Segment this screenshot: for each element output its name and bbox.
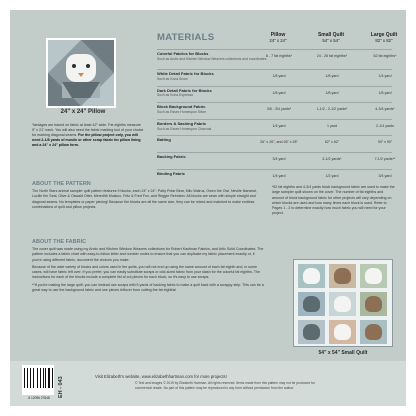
materials-table <box>157 49 397 185</box>
barcode-bar <box>40 368 41 388</box>
materials-cell-pillow: 1/8 yard <box>272 90 286 95</box>
materials-row-title: Batting <box>157 137 171 143</box>
website-line: Visit Elizabeth's website, www.elizabethhartman.com for more projects! <box>95 374 227 379</box>
column-head-pillow-name: Pillow <box>270 32 286 38</box>
muskox-icon <box>303 324 320 340</box>
barcode-bar <box>24 368 25 388</box>
quilt-block-owl <box>360 264 387 288</box>
materials-cell-large: 4-3/4 yards* <box>375 107 395 112</box>
pillow-photo <box>46 38 116 108</box>
materials-cell-pillow: 6 - 7 fat eighths* <box>265 54 293 58</box>
barcode-bar <box>30 368 31 388</box>
column-head-large-quilt-size: 82" x 82" <box>375 38 393 43</box>
quilt-block-fox <box>329 320 356 344</box>
small-quilt-photo <box>293 259 393 347</box>
about-fabric-text <box>32 247 264 295</box>
materials-row-description: Such as Essex Homespun Silver <box>157 109 207 114</box>
materials-row-title: Dark Detail Fabric for Blocks <box>157 87 212 93</box>
materials-cell-pillow: 3/4 yard <box>272 156 286 161</box>
materials-row <box>157 69 392 86</box>
about-pattern-title: ABOUT THE PATTERN <box>32 181 91 187</box>
pattern-sku: EH - 043 <box>58 376 64 398</box>
quilt-block-reindeer <box>360 320 387 344</box>
materials-row-description: Such as Kona Snow <box>157 76 188 81</box>
quilt-block-narwhal <box>298 292 325 316</box>
materials-cell-pillow: 1/4 yard <box>272 123 286 128</box>
pattern-back-cover <box>10 10 406 406</box>
yardage-intro <box>32 123 144 148</box>
barcode-bar <box>27 368 29 388</box>
owl-icon <box>365 268 382 284</box>
materials-row-title: White Detail Fabric for Blocks <box>157 71 214 76</box>
column-head-pillow <box>250 32 306 44</box>
barcode-bar <box>43 368 44 388</box>
barcode-bar <box>45 368 46 388</box>
barcode-bar <box>33 368 34 388</box>
column-head-large-quilt-name: Large Quilt <box>370 32 398 38</box>
reindeer-icon <box>365 324 382 340</box>
pillow-pattern-graphic <box>48 40 114 106</box>
quilt-block-walrus <box>329 264 356 288</box>
materials-cell-large: 2-1/4 yards <box>376 123 394 128</box>
barcode-bar <box>52 368 53 388</box>
column-head-large-quilt <box>356 32 406 44</box>
materials-cell-large: 1/4 yard <box>378 74 392 78</box>
materials-row <box>157 169 392 186</box>
fat-eighths-note: *62 fat eighths and 4-3/4 yards block background fabric are used to make the large sampler quilt shown on the cover. The number of fat eighths and amount of block background fabric for other projects will vary depending on which blocks are used and how many times each block is used. Refer to Pages 1 - 2 to determine exactly how much fabric you will need for your project. <box>272 185 395 216</box>
about-pattern-text: The North Stars animal sampler quilt pattern features 9 blocks, each 24" x 24": Patty Polar Bear, Milo Walrus, Owen the Owl, Neville Narwhal, Lucille the Seal, Olive & Oswald Otter, Meredith Muskox, Fritz & Fred Fox, and Reggie Reindeer. All blocks are sewn with simple straight and diagonal seams. No templates or paper piecing! Because the blocks are all the same size, they can be mixed and matched to make endless combinations of quilt and pillow projects. <box>32 189 257 209</box>
materials-cell-large: 62 fat eighths* <box>373 54 397 58</box>
materials-row-title: Binding Fabric <box>157 170 185 176</box>
materials-cell-pillow: 26" x 26", and 26" x 28" <box>260 140 298 145</box>
barcode-number: 8 12096 27848 <box>28 396 50 400</box>
materials-row-title: Borders & Sashing Fabric <box>157 120 207 126</box>
materials-cell-pillow: 3/8 - 3/4 yards* <box>266 107 292 112</box>
materials-row <box>157 152 396 169</box>
about-fabric-paragraph: Because of the wide variety of blocks and colors used in the quilts, you will not end up using the same amount of each fat eighth and, in some cases, will have fabric left over. If you prefer, you can easily substitute scraps or odd-sized fabric from your stash for the colorful fat eighths. The instructions for each of the blocks include a complete list of cut pieces for each block, so it's easy to use scraps. <box>32 264 261 280</box>
materials-cell-pillow: 1/4 yard <box>272 173 286 178</box>
column-head-small-quilt-name: Small Quilt <box>317 32 345 38</box>
fox-icon <box>334 324 351 340</box>
materials-cell-small: 24 - 26 fat eighths* <box>316 54 348 58</box>
materials-row-title: Block Background Fabric <box>157 104 206 110</box>
quilt-block-seal <box>329 292 356 316</box>
seal-icon <box>334 296 351 312</box>
materials-cell-large: 1/8 yard <box>378 90 392 95</box>
materials-cell-small: 1/8 yard <box>325 90 339 95</box>
materials-row <box>157 49 397 69</box>
walrus-icon <box>334 268 351 284</box>
column-head-small-quilt <box>303 32 359 44</box>
materials-row-title: Colorful Fabrics for Blocks <box>157 51 209 56</box>
small-quilt-caption: 54" x 54" Small Quilt <box>318 350 368 356</box>
materials-cell-small: 62" x 62" <box>324 140 340 145</box>
materials-cell-pillow: 1/8 yard <box>272 74 286 78</box>
about-fabric-paragraph: **If you're making the large quilt, you can instead use scraps with 5 yards of backing fabric to make a quilt back with a scrappy strip. This can be a great way to use the background fabric and use pieces leftover from cutting the fat eighths! <box>32 282 264 293</box>
cover-sheet <box>10 10 406 406</box>
materials-cell-small: 1/2 yard <box>325 173 339 178</box>
polar-bear-icon <box>303 268 320 284</box>
materials-row <box>157 86 392 103</box>
materials-row-title: Backing Fabric <box>157 153 186 159</box>
barcode-image <box>22 365 54 395</box>
materials-cell-small: 1-1/2 - 2-1/2 yards* <box>316 107 348 112</box>
quilt-block-polar-bear <box>298 264 325 288</box>
materials-row <box>157 102 395 119</box>
materials-row <box>157 119 392 136</box>
materials-cell-small: 1 yard <box>327 123 337 128</box>
materials-cell-large: 7-1/2 yards** <box>374 156 396 161</box>
pillow-caption: 24" x 24" Pillow <box>60 109 106 115</box>
materials-title: MATERIALS <box>157 32 215 43</box>
materials-row-description: Such as Arctic and Kitchen Window Weavers collections and coordinates <box>157 56 267 61</box>
otter-icon <box>365 296 382 312</box>
quilt-block-otter <box>360 292 387 316</box>
yardage-intro-bold: For the pillow project only, you will need 2-1/8 yards of muslin or other scrap fabric for pillow lining and a 24" x 24" pillow form. <box>32 133 141 148</box>
column-head-pillow-size: 24" x 24" <box>269 38 287 43</box>
materials-cell-large: 90" x 90" <box>377 140 393 145</box>
about-fabric-title: ABOUT THE FABRIC <box>32 239 87 245</box>
narwhal-icon <box>303 296 320 312</box>
materials-row <box>157 135 392 152</box>
yardage-intro-text: Yardages are based on fabric at least 42" wide. Fat eighths measure 9" x 21" each. You will also need the fabric marking tool of your choice for marking diagonal seams. <box>32 123 144 138</box>
barcode-bar <box>48 368 50 388</box>
materials-cell-large: 3/4 yard <box>378 173 392 178</box>
copyright-notice: © Text and images © 2019 by Elizabeth Hartman. All rights reserved. Items made from this pattern may not be produced for commercial resale. No part of this pattern may be reproduced in any form without permission from the author. <box>135 381 315 390</box>
materials-row-description: Such as Kona Espresso <box>157 93 194 98</box>
quilt-block-muskox <box>298 320 325 344</box>
materials-cell-small: 3-1/2 yards* <box>322 156 342 161</box>
materials-cell-small: 1/8 yard <box>325 74 339 78</box>
about-fabric-paragraph: The cover quilt was made using my Arctic and Kitchen Window Weavers collections for Robert Kaufman Fabrics, and Artic Solid Coordinates. The pattern includes a fabric chart with easy-to-follow letter and number codes to ensure that you can duplicate my fabric placement exactly or, if you're using different fabric, document the choices you make. <box>32 247 264 262</box>
barcode-bar <box>37 368 38 388</box>
column-head-small-quilt-size: 54" x 54" <box>322 38 340 43</box>
materials-row-description: Such as Essex Homespun Charcoal <box>157 126 212 131</box>
